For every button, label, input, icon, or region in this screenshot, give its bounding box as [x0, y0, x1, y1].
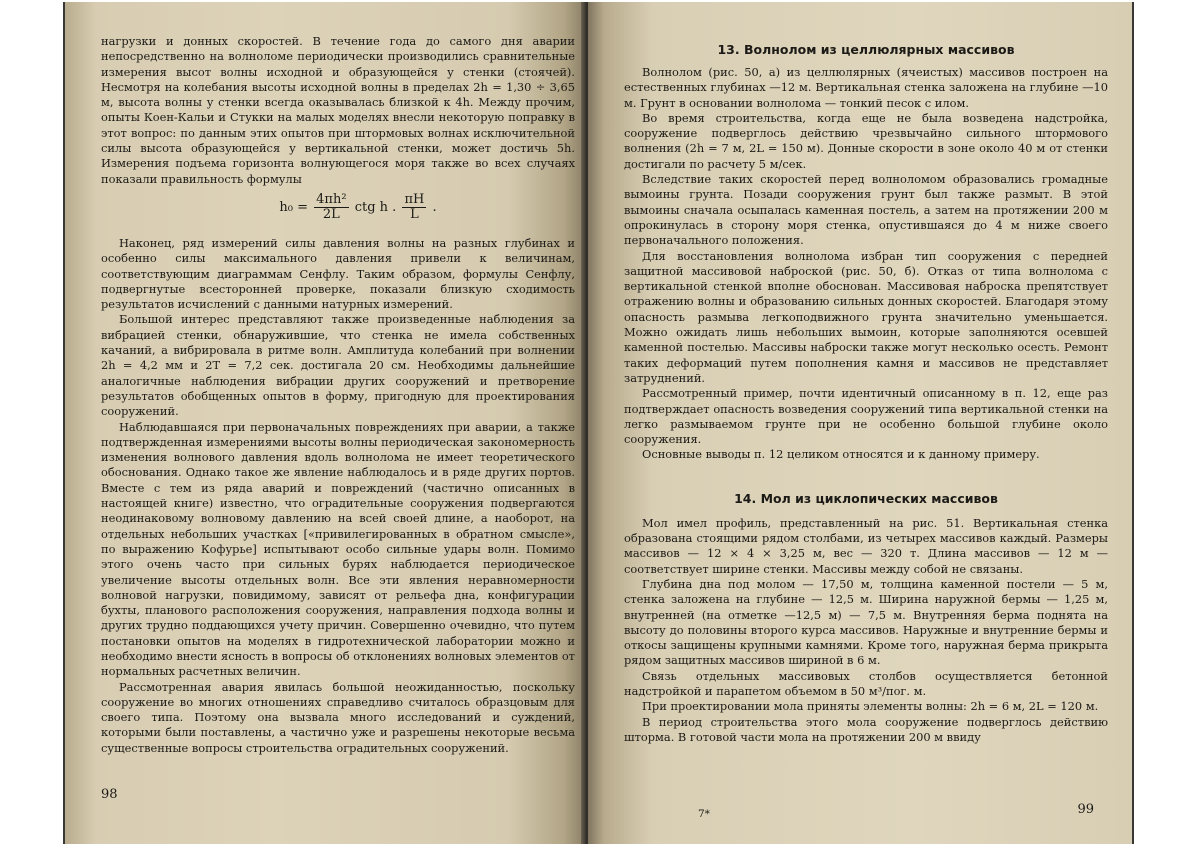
- formula-denominator-1: 2L: [322, 206, 340, 222]
- formula-fraction-1: [314, 193, 348, 222]
- wave-height-formula: [141, 193, 575, 222]
- formula-end: .: [432, 199, 437, 215]
- right-paragraph-1: Волнолом (рис. 50, а) из целлюлярных (ячеистых) массивов построен на естественных глубинах —12 м. Вертикальная стенка заложена на глубине —10 м. Грунт в основании волнолома — тонкий песок с илом.: [624, 65, 1108, 110]
- right-paragraph-6: Основные выводы п. 12 целиком относятся и к данному примеру.: [642, 447, 1040, 462]
- right-paragraph-5: Рассмотренный пример, почти идентичный описанному в п. 12, еще раз подтверждает опасность возведения сооружений типа вертикальной стенки на легко размываемом грунте при не особенно большой глубине около сооружения.: [624, 386, 1108, 447]
- section-13-heading: 13. Волнолом из целлюлярных массивов: [717, 42, 1015, 57]
- formula-fraction-2: [402, 193, 426, 222]
- left-paragraph-5: Рассмотренная авария явилась большой неожиданностью, поскольку сооружение во многих отношениях справедливо считалось образцовым для своего типа. Поэтому она вызвала много исследований и суждений, которыми были поставлены, а частично уже и разрешены некоторые весьма существенные вопросы строительства оградительных сооружений.: [101, 679, 575, 755]
- book-spread-scan: [63, 2, 1134, 844]
- right-page-number: 99: [1077, 802, 1094, 817]
- left-page-number: 98: [101, 787, 118, 802]
- right-paragraph-4: Для восстановления волнолома избран тип сооружения с передней защитной массивовой наброской (рис. 50, б). Отказ от типа волнолома с вертикальной стенкой вполне обоснован. Массивовая наброска препятствует отражению волны и образованию сильных донных скоростей. Благодаря этому опасность размыва легкоподвижного грунта значительно уменьшается. Можно ожидать лишь небольших вымоин, которые заполняются осевшей каменной постелью. Массивы наброски также могут несколько осесть. Ремонт таких деформаций путем пополнения камня и массивов не представляет затруднений.: [624, 248, 1108, 385]
- right-paragraph-8: Глубина дна под молом — 17,50 м, толщина каменной постели — 5 м, стенка заложена на глубине — 12,5 м. Ширина наружной бермы — 1,25 м, внутренней (на отметке —12,5 м) — 7,5 м. Внутренняя берма поднята на высоту до половины второго курса массивов. Наружные и внутренние бермы и откосы защищены крупными камнями. Кроме того, наружная берма прикрыта рядом защитных массивов шириной в 6 м.: [624, 576, 1108, 668]
- formula-numerator-2: πH: [404, 191, 425, 207]
- formula-lhs: h₀ =: [279, 199, 308, 215]
- left-page: [65, 2, 585, 844]
- formula-numerator-1: 4πh²: [316, 191, 347, 207]
- left-paragraph-1: нагрузки и донных скоростей. В течение года до самого дня аварии непосредственно на волноломе периодически производились сравнительные измерения высот волны исходной и образующейся у стенки (стоячей). Несмотря на колебания высоты исходной волны в пределах 2h = 1,30 ÷ 3,65 м, высота волны у стенки всегда оказывалась близкой к 4h. Между прочим, опыты Коен-Кальи и Стукки на малых моделях внесли некоторую поправку в этот вопрос: по данным этих опытов при штормовых волнах исключительной силы высота образующейся у вертикальной стенки, может достичь 5h. Измерения подъема горизонта волнующегося моря также во всех случаях показали правильность формулы: [101, 34, 575, 186]
- right-paragraph-3: Вследствие таких скоростей перед волноломом образовались громадные вымоины грунта. Позади сооружения грунт был также размыт. В этой вымоины сначала осыпалась каменная постель, а затем на протяжении 200 м опрокинулась в сторону моря стенка, опустившаяся до 4 м ниже своего первоначального положения.: [624, 172, 1108, 248]
- right-paragraph-7: Мол имел профиль, представленный на рис. 51. Вертикальная стенка образована стоящими рядом столбами, из четырех массивов каждый. Размеры массивов — 12 × 4 × 3,25 м, вес — 320 т. Длина массивов — 12 м — соответствует ширине стенки. Массивы между собой не связаны.: [624, 515, 1108, 576]
- formula-ctg: ctg h .: [354, 199, 397, 215]
- right-paragraph-11: В период строительства этого мола сооружение подверглось действию шторма. В готовой части мола на протяжении 200 м ввиду: [624, 714, 1108, 744]
- formula-denominator-2: L: [410, 206, 419, 222]
- left-paragraph-2: Наконец, ряд измерений силы давления волны на разных глубинах и особенно силы максимального давления привели к величинам, соответствующим диаграммам Сенфлу. Таким образом, формулы Сенфлу, подвергнутые всесторонней проверке, показали близкую сходимость результатов исчислений с данными натурных измерений.: [101, 235, 575, 312]
- right-page: [588, 2, 1132, 844]
- left-paragraph-4: Наблюдавшаяся при первоначальных повреждениях при аварии, а также подтвержденная измерениями высоты волны периодическая закономерность изменения волнового давления вдоль волнолома не имеет теоретического обоснования. Однако такое же явление наблюдалось и в ряде других портов. Вместе с тем из ряда аварий и повреждений (частично описанных в настоящей книге) известно, что оградительные сооружения подвергаются неодинаковому волновому давлению на всей своей длине, а наоборот, на отдельных небольших участках [«привилегированных в обратном смысле», по выражению Кофурье] испытывают особо сильные удары волн. Помимо этого очень часто при сильных бурях наблюдается периодическое увеличение высоты отдельных волн. Все эти явления неравномерности волновой нагрузки, повидимому, зависят от рельефа дна, конфигурации бухты, планового расположения сооружения, направления подхода волны и других трудно поддающихся учету причин. Совершенно очевидно, что путем постановки опытов на моделях в гидротехнической лаборатории можно и необходимо внести ясность в вопросы об отклонениях волновых элементов от нормальных расчетных величин.: [101, 419, 575, 679]
- right-paragraph-2: Во время строительства, когда еще не была возведена надстройка, сооружение подверглось действию чрезвычайно сильного штормового волнения (2h = 7 м, 2L = 150 м). Донные скорости в зоне около 40 м от стенки достигали по расчету 5 м/сек.: [624, 110, 1108, 171]
- section-14-heading: 14. Мол из циклопических массивов: [734, 490, 998, 506]
- right-paragraph-10: При проектировании мола приняты элементы волны: 2h = 6 м, 2L = 120 м.: [642, 699, 1099, 714]
- right-paragraph-9: Связь отдельных массивовых столбов осуществляется бетонной надстройкой и парапетом объемом в 50 м³/пог. м.: [624, 668, 1108, 698]
- printer-signature-mark: 7*: [698, 808, 710, 820]
- left-paragraph-3: Большой интерес представляют также произведенные наблюдения за вибрацией стенки, обнаружившие, что стенка не имела собственных качаний, а вибрировала в ритме волн. Амплитуда колебаний при волнении 2h = 4,2 мм и 2T = 7,2 сек. достигала 20 см. Необходимы дальнейшие аналогичные наблюдения вибрации других сооружений и претворение результатов обобщенных опытов в форму, пригодную для проектирования сооружений.: [101, 312, 575, 419]
